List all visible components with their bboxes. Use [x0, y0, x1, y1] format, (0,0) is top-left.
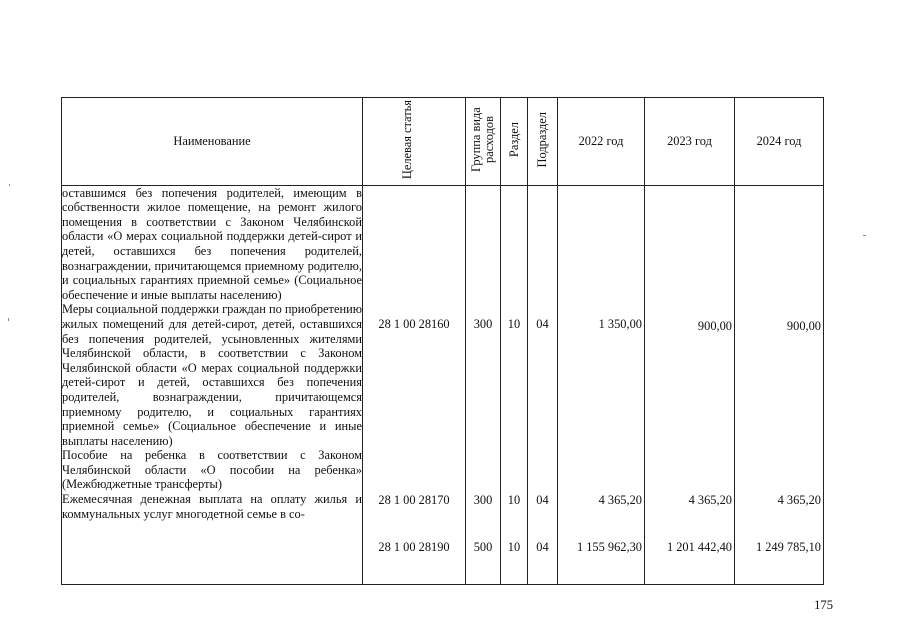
names-cell: [62, 185, 363, 584]
header-section: Раздел: [501, 98, 528, 186]
y2022-column: [558, 185, 645, 584]
table-header-row: [62, 98, 824, 186]
section-column: [501, 185, 528, 584]
row-subsection: 04: [536, 539, 549, 554]
row-y2024: 1 249 785,10: [755, 539, 821, 554]
header-2022: 2022 год: [558, 98, 645, 186]
row-subsection: 04: [536, 492, 549, 507]
row-name: Меры социальной поддержки граждан по приобретению жилых помещений для детей-сирот, детей, оставшихся без попечения родителей, усыновленных жителями Челябинской области, в соответствии с Законом Челябинской области «О мерах социальной поддержки детей-сирот и детей, оставшихся без попечения родителей, вознаграждении, причитающемся приемному родителю, и социальных гарантиях приемной семье» (Социальное обеспечение и иные выплаты населению): [62, 302, 362, 448]
header-2023: 2023 год: [645, 98, 735, 186]
row-article: 28 1 00 28160: [378, 316, 450, 331]
row-name: Пособие на ребенка в соответствии с Законом Челябинской области «О пособии на ребенка» (Межбюджетные трансферты): [62, 448, 362, 492]
y2024-column: [735, 185, 824, 584]
table-body-row: [62, 185, 824, 584]
row-name: оставшимся без попечения родителей, имеющим в собственности жилое помещение, на ремонт жилого помещения в соответствии с Законом Челябинской области «О мерах социальной поддержки детей-сирот и детей, оставшихся без попечения родителей, вознаграждении, причитающемся приемному родителю, и социальных гарантиях приемной семье» (Социальное обеспечение и иные выплаты населению): [62, 185, 362, 302]
row-group: 500: [473, 539, 493, 554]
row-y2023: 4 365,20: [688, 492, 732, 507]
row-section: 10: [507, 539, 521, 554]
row-y2023: 1 201 442,40: [666, 539, 732, 554]
row-y2022: 4 365,20: [598, 492, 642, 507]
scan-speck: [9, 184, 10, 186]
header-expense-group: Группа вида расходов: [466, 98, 501, 186]
row-name: Ежемесячная денежная выплата на оплату жилья и коммунальных услуг многодетной семье в со-: [62, 492, 362, 521]
row-group: 300: [473, 316, 493, 331]
row-y2023: 900,00: [697, 318, 732, 333]
row-article: 28 1 00 28170: [378, 492, 450, 507]
y2023-column: [645, 185, 735, 584]
header-name: Наименование: [62, 98, 363, 186]
header-subsection: Подраздел: [528, 98, 558, 186]
subsection-column: [528, 185, 558, 584]
budget-table: [61, 97, 824, 585]
group-column: [466, 185, 501, 584]
row-y2024: 4 365,20: [777, 492, 821, 507]
scan-speck: [863, 235, 866, 236]
page-number: 175: [814, 598, 833, 612]
row-subsection: 04: [536, 316, 549, 331]
row-section: 10: [507, 492, 521, 507]
row-section: 10: [507, 316, 521, 331]
row-y2022: 1 155 962,30: [576, 539, 642, 554]
header-target-article: Целевая статья: [363, 98, 466, 186]
row-y2022: 1 350,00: [598, 316, 642, 331]
article-column: [363, 185, 466, 584]
row-article: 28 1 00 28190: [378, 539, 450, 554]
row-y2024: 900,00: [786, 318, 821, 333]
header-2024: 2024 год: [735, 98, 824, 186]
scan-speck: [8, 318, 9, 321]
row-group: 300: [473, 492, 493, 507]
